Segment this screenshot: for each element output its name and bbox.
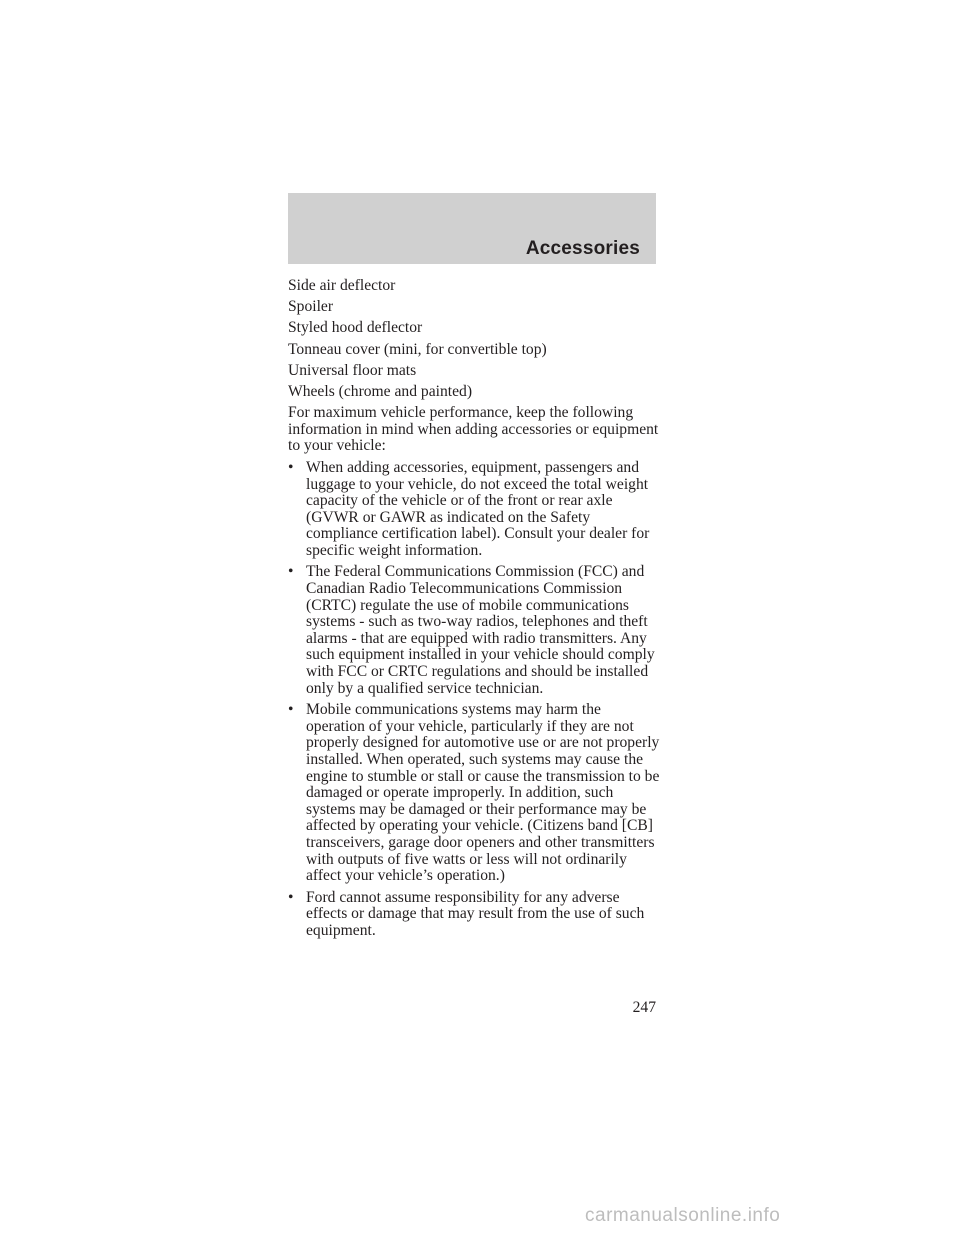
bullet-text: Mobile communications systems may harm the operation of your vehicle, particularly if they are not properly designed for automotive use or are not properly installed. When operated, such systems may cause the engine to stumble or stall or cause the transmission to be damaged or operate improperly. In addition, such systems may be damaged or their performance may be affected by operating your vehicle. (Citizens band [CB] transceivers, garage door openers and other transmitters with outputs of five watts or less will not ordinarily affect your vehicle’s operation.): [306, 701, 660, 885]
bullet-weight-capacity: [288, 460, 660, 560]
watermark-text: carmanualsonline.info: [585, 1205, 781, 1226]
accessory-item-spoiler: Spoiler: [288, 298, 334, 316]
section-header-band: [288, 193, 656, 264]
accessory-item-wheels: Wheels (chrome and painted): [288, 382, 473, 400]
bullet-icon: •: [288, 563, 294, 581]
accessory-item-tonneau-cover: Tonneau cover (mini, for convertible top): [288, 340, 547, 358]
accessory-item-universal-floor-mats: Universal floor mats: [288, 361, 417, 379]
accessory-item-styled-hood-deflector: Styled hood deflector: [288, 319, 423, 337]
intro-paragraph: For maximum vehicle performance, keep the following information in mind when adding accessories or equipment to your vehicle:: [288, 404, 659, 455]
page-content: [288, 278, 660, 945]
bullet-icon: •: [288, 701, 294, 719]
bullet-text: The Federal Communications Commission (FCC) and Canadian Radio Telecommunications Commission (CRTC) regulate the use of mobile communications systems - such as two-way radios, telephones and theft alarms - that are equipped with radio transmitters. Any such equipment installed in your vehicle should comply with FCC or CRTC regulations and should be installed only by a qualified service technician.: [306, 563, 655, 697]
bullet-icon: •: [288, 458, 294, 476]
bullet-ford-responsibility: [288, 890, 660, 940]
bullet-icon: •: [288, 888, 294, 906]
page-number: 247: [632, 999, 656, 1016]
bullet-mobile-communications: [288, 702, 660, 885]
section-title: Accessories: [525, 238, 640, 259]
bullet-text: When adding accessories, equipment, passengers and luggage to your vehicle, do not exceed the total weight capacity of the vehicle or of the front or rear axle (GVWR or GAWR as indicated on the Safety compliance certification label). Consult your dealer for specific weight information.: [306, 458, 650, 559]
bullet-text: Ford cannot assume responsibility for any adverse effects or damage that may result from the use of such equipment.: [306, 888, 645, 939]
bullet-fcc-crtc: [288, 564, 660, 697]
accessory-item-side-air-deflector: Side air deflector: [288, 277, 396, 294]
